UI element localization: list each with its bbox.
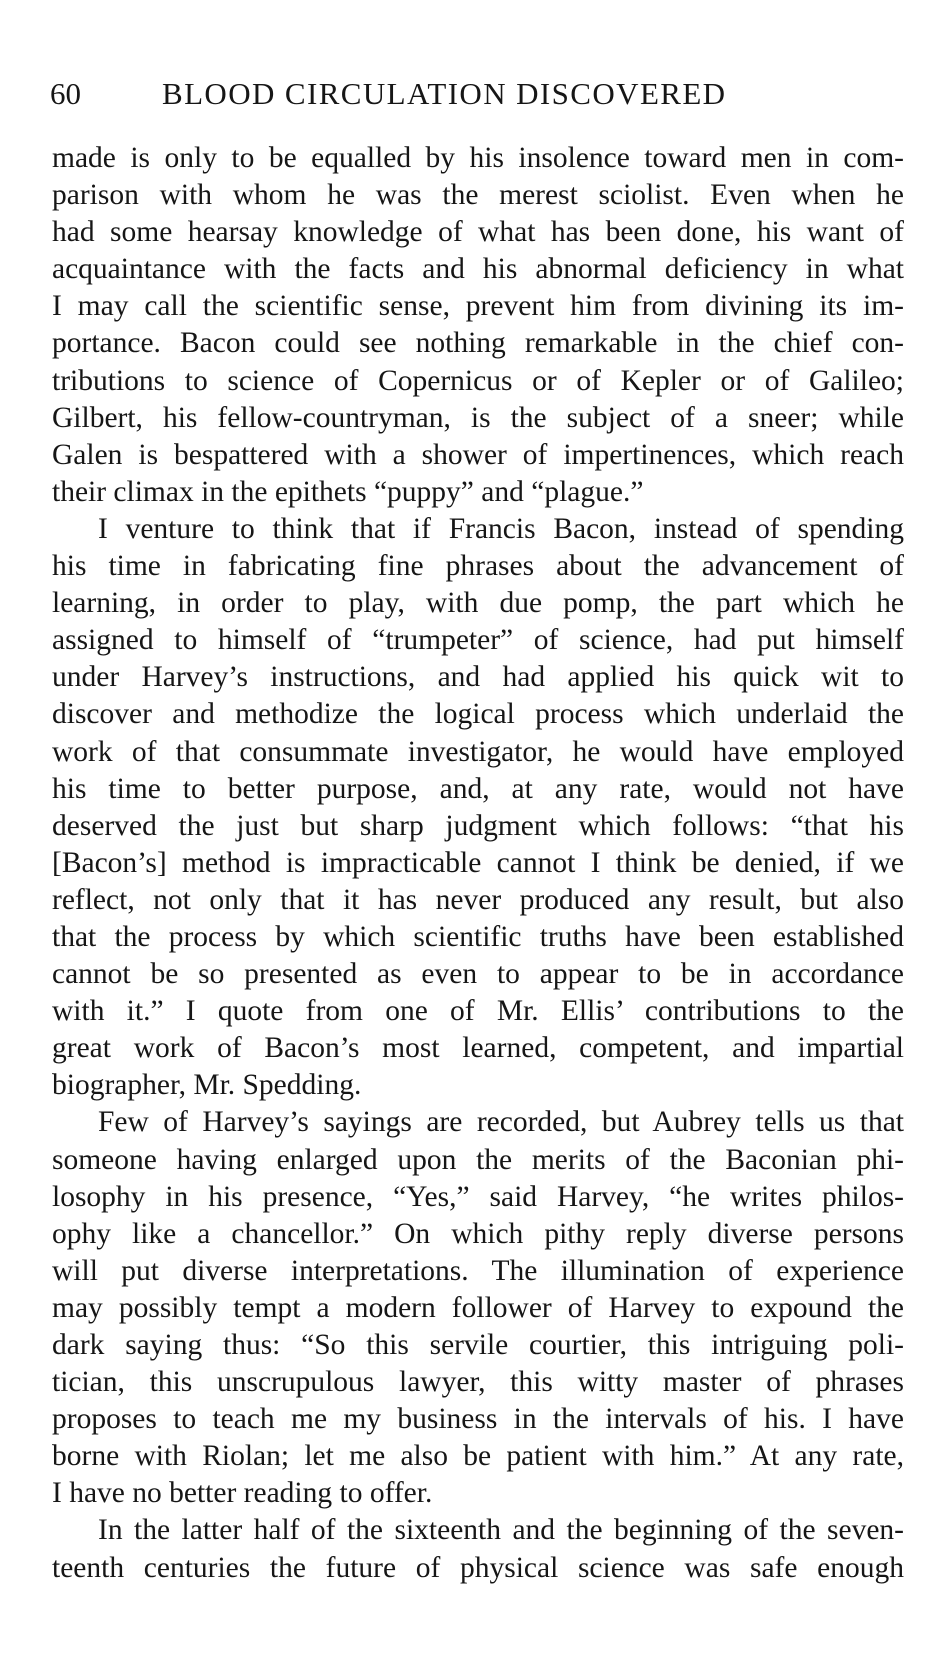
text-line: made is only to be equalled by his insolence toward men in com- (52, 142, 904, 174)
paragraph-first-line: I venture to think that if Francis Bacon, instead of spending (98, 512, 904, 545)
text-line: deserved the just but sharp judgment which follows: “that his (52, 809, 904, 842)
text-line: will put diverse interpretations. The illumination of experience (52, 1254, 904, 1287)
text-line: I have no better reading to offer. (52, 1477, 433, 1510)
running-title: BLOOD CIRCULATION DISCOVERED (162, 76, 727, 111)
text-line: discover and methodize the logical process which underlaid the (52, 698, 904, 731)
text-line: losophy in his presence, “Yes,” said Harvey, “he writes philos- (52, 1180, 904, 1213)
text-line: had some hearsay knowledge of what has been done, his want of (52, 216, 904, 249)
text-line: acquaintance with the facts and his abnormal deficiency in what (52, 253, 904, 286)
text-line: learning, in order to play, with due pomp, the part which he (52, 587, 904, 620)
text-line: his time in fabricating fine phrases about the advancement of (52, 550, 904, 583)
text-line: dark saying thus: “So this servile courtier, this intriguing poli- (52, 1329, 904, 1361)
text-line: great work of Bacon’s most learned, competent, and impartial (52, 1032, 904, 1065)
text-line: proposes to teach me my business in the intervals of his. I have (52, 1403, 904, 1436)
text-line: teenth centuries the future of physical science was safe enough (52, 1551, 904, 1584)
paragraph-first-line: In the latter half of the sixteenth and the beginning of the seven- (98, 1514, 904, 1547)
text-line: Galen is bespattered with a shower of impertinences, which reach (52, 438, 904, 471)
body-text (52, 140, 904, 1587)
text-line: portance. Bacon could see nothing remarkable in the chief con- (52, 327, 904, 360)
page-number: 60 (50, 76, 81, 111)
running-head (50, 74, 910, 114)
text-line: may possibly tempt a modern follower of Harvey to expound the (52, 1291, 904, 1324)
text-line: assigned to himself of “trumpeter” of science, had put himself (52, 624, 904, 657)
text-line: his time to better purpose, and, at any rate, would not have (52, 772, 904, 805)
text-line: reflect, not only that it has never produced any result, but also (52, 883, 904, 916)
text-line: their climax in the epithets “puppy” and “plague.” (52, 475, 644, 508)
text-line: with it.” I quote from one of Mr. Ellis’ contributions to the (52, 995, 904, 1028)
text-line: someone having enlarged upon the merits of the Baconian phi- (52, 1143, 904, 1176)
text-line: biographer, Mr. Spedding. (52, 1069, 362, 1102)
text-line: tributions to science of Copernicus or of Kepler or of Galileo; (52, 364, 904, 397)
text-line: that the process by which scientific truths have been established (52, 920, 904, 953)
text-line: [Bacon’s] method is impracticable cannot I think be denied, if we (52, 846, 904, 879)
text-line: Gilbert, his fellow-countryman, is the subject of a sneer; while (52, 401, 904, 434)
text-line: cannot be so presented as even to appear to be in accordance (52, 958, 904, 991)
text-line: work of that consummate investigator, he would have employed (52, 735, 904, 768)
text-line: borne with Riolan; let me also be patient with him.” At any rate, (52, 1440, 904, 1473)
text-line: tician, this unscrupulous lawyer, this witty master of phrases (52, 1366, 904, 1399)
text-line: ophy like a chancellor.” On which pithy reply diverse persons (52, 1217, 904, 1250)
text-line: under Harvey’s instructions, and had applied his quick wit to (52, 661, 904, 694)
text-line: parison with whom he was the merest sciolist. Even when he (52, 179, 904, 212)
text-line: I may call the scientific sense, prevent him from divining its im- (52, 290, 904, 323)
paragraph-first-line: Few of Harvey’s sayings are recorded, but Aubrey tells us that (98, 1106, 904, 1139)
